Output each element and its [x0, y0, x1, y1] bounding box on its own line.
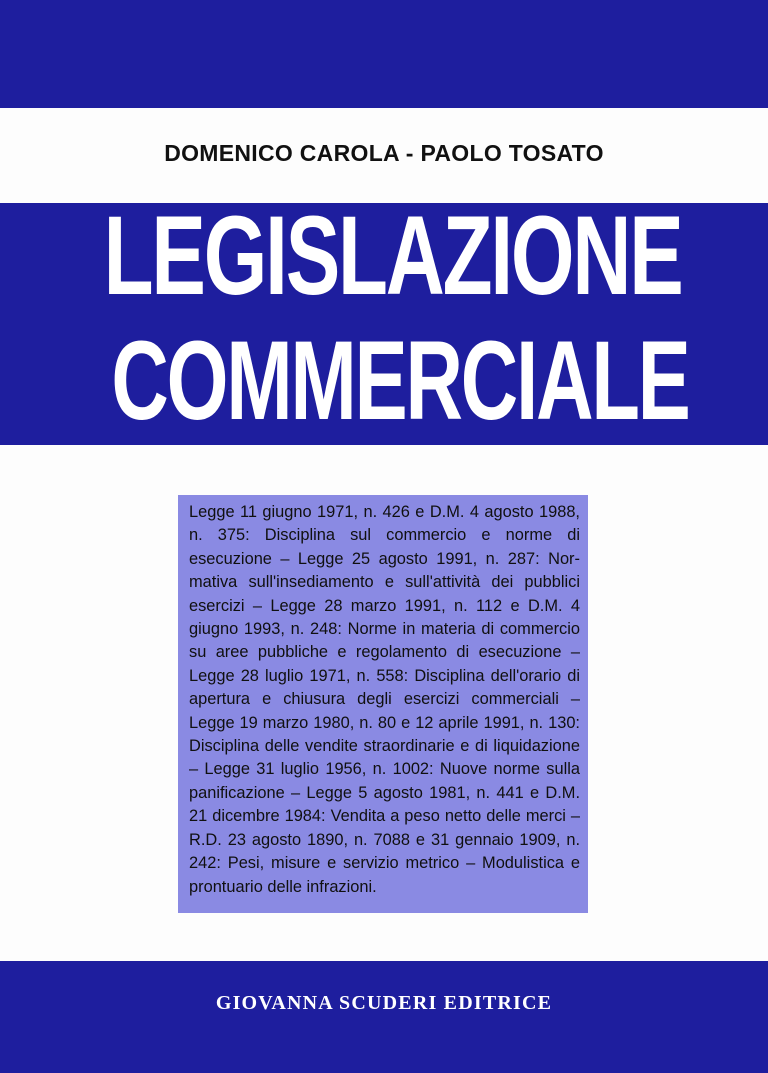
- title-line-2: COMMERCIALE: [111, 318, 689, 443]
- description-text: Legge 11 giugno 1971, n. 426 e D.M. 4 agosto 1988, n. 375: Disciplina sul commercio e norme di esecuzione – Legge 25 agosto 1991, n. 287: Normativa sull'insediamento e sull'attività dei pubblici esercizi – Legge 28 marzo 1991, n. 112 e D.M. 4 giugno 1993, n. 248: Norme in materia di commercio su aree pubbliche e regolamento di esecuzione – Legge 28 luglio 1971, n. 558: Disciplina dell'orario di apertura e chiusura degli esercizi commerciali – Legge 19 marzo 1980, n. 80 e 12 aprile 1991, n. 130: Disciplina delle vendite straordinarie e di liquidazione – Legge 31 luglio 1956, n. 1002: Nuove norme sulla panificazione – Legge 5 agosto 1981, n. 441 e D.M. 21 dicembre 1984: Vendita a peso netto delle merci – R.D. 23 agosto 1890, n. 7088 e 31 gennaio 1909, n. 242: Pesi, misure e servizio metrico – Modulistica e prontuario delle infrazioni.: [189, 503, 580, 896]
- authors: DOMENICO CAROLA - PAOLO TOSATO: [164, 140, 604, 166]
- bottom-blue-band: [0, 961, 768, 1073]
- top-blue-band: [0, 0, 768, 108]
- publisher-name: GIOVANNA SCUDERI EDITRICE: [215, 992, 553, 1014]
- title-line-1: LEGISLAZIONE: [103, 193, 682, 318]
- description-box: [178, 495, 588, 913]
